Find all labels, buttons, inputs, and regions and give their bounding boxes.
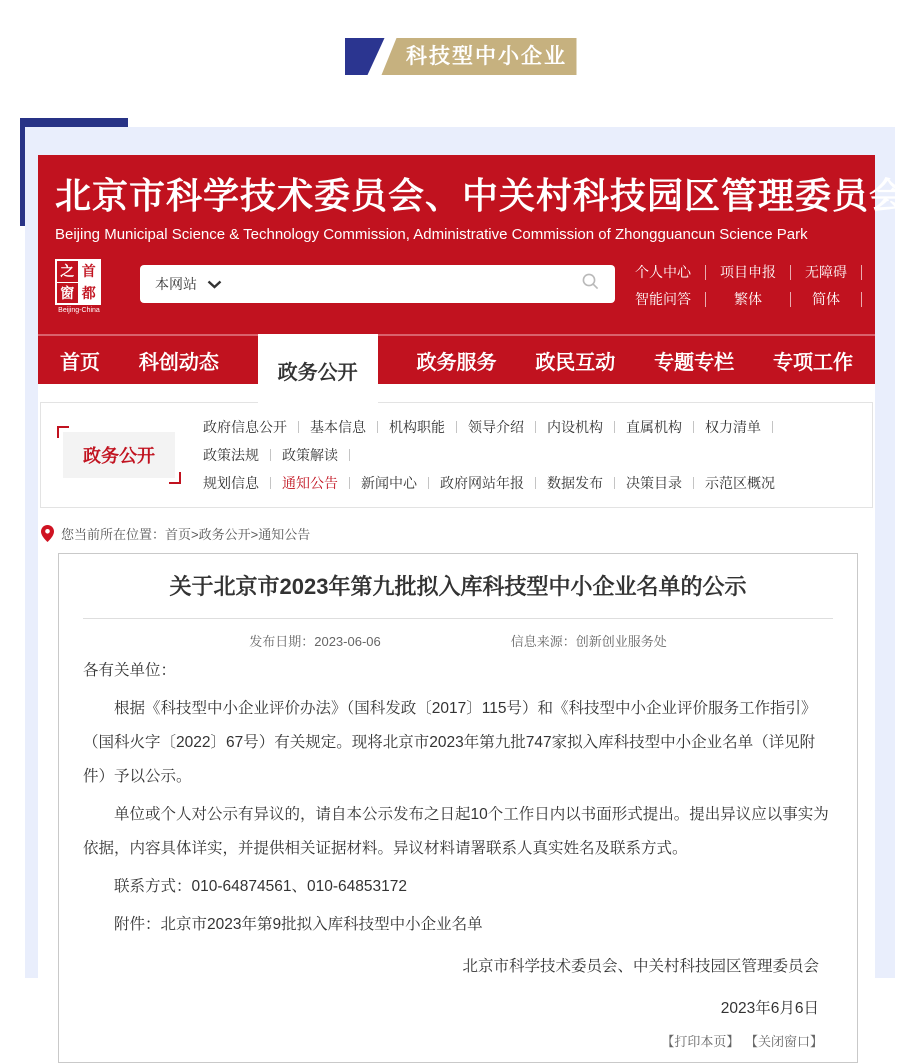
link-project-apply[interactable]: 项目申报: [706, 265, 791, 280]
logo-caption: Beijing-China: [58, 307, 100, 314]
breadcrumb: [41, 524, 875, 543]
subnav-links: [203, 413, 862, 497]
chevron-down-icon: [207, 276, 222, 292]
subnav-link-policy-reading[interactable]: 政策解读: [282, 447, 361, 463]
site-subtitle-english: Beijing Municipal Science & Technology Commission, Administrative Commission of Zhongguancun Science Park: [55, 226, 808, 243]
logo-char-du: 都: [79, 283, 100, 304]
nav-item-public-interaction[interactable]: 政民互动: [535, 351, 616, 374]
search-scope-label: 本网站: [155, 276, 197, 292]
link-accessibility[interactable]: 无障碍: [791, 265, 862, 280]
logo-char-shou: 首: [79, 261, 100, 282]
subnav-link-policies[interactable]: 政策法规: [203, 447, 282, 463]
badge-accent-shape: [345, 38, 385, 75]
search-scope-dropdown[interactable]: [155, 274, 222, 294]
location-pin-icon: [41, 525, 54, 542]
contact-info: 联系方式：010-64874561、010-64853172: [114, 878, 407, 895]
subnav-link-data-release[interactable]: 数据发布: [547, 475, 626, 491]
subnav-link-org-functions[interactable]: 机构职能: [389, 419, 468, 435]
salutation: 各有关单位：: [83, 662, 177, 679]
info-source: [511, 631, 667, 650]
nav-item-gov-disclosure[interactable]: 政务公开: [258, 334, 378, 406]
article-title: 关于北京市2023年第九批拟入库科技型中小企业名单的公示: [169, 574, 747, 599]
attachment-link[interactable]: 附件：北京市2023年第9批拟入库科技型中小企业名单: [114, 916, 483, 933]
nav-item-gov-services[interactable]: 政务服务: [416, 351, 497, 374]
nav-item-scitech-news[interactable]: 科创动态: [138, 351, 219, 374]
subnav-link-internal-orgs[interactable]: 内设机构: [547, 419, 626, 435]
masthead-toolbar: [55, 259, 862, 314]
subnav-section-label[interactable]: [63, 432, 175, 478]
print-page-button[interactable]: 【打印本页】: [661, 1034, 740, 1049]
subnav-row-2: [203, 469, 862, 497]
nav-item-special-work[interactable]: 专项工作: [772, 351, 853, 374]
capital-window-logo[interactable]: [55, 259, 103, 314]
page-tag-banner: [0, 38, 921, 75]
subnav-link-basic-info[interactable]: 基本信息: [310, 419, 389, 435]
breadcrumb-prefix: 您当前所在位置：: [61, 527, 166, 542]
logo-char-chuang: 窗: [57, 283, 78, 304]
info-source-value: 创新创业服务处: [575, 634, 667, 649]
info-source-label: 信息来源：: [510, 634, 576, 649]
corner-bracket-bottom-right: [169, 472, 181, 484]
link-smart-qa[interactable]: 智能问答: [621, 292, 706, 307]
search-input[interactable]: [140, 265, 615, 303]
publish-date: [249, 631, 381, 650]
site-title: 北京市科学技术委员会、中关村科技园区管理委员会: [55, 175, 907, 216]
header-quick-links: [621, 265, 862, 307]
link-personal-center[interactable]: 个人中心: [621, 265, 706, 280]
corner-decoration-horizontal: [20, 118, 128, 127]
website-capture: [38, 155, 907, 1049]
signature-date: 2023年6月6日: [720, 1000, 819, 1017]
subnav-link-annual-report[interactable]: 政府网站年报: [440, 475, 547, 491]
corner-bracket-top-left: [57, 426, 69, 438]
link-traditional-chinese[interactable]: 繁体: [706, 292, 791, 307]
article-actions: [83, 1032, 833, 1052]
site-masthead: [38, 155, 907, 334]
subnav-link-zone-overview[interactable]: 示范区概况: [705, 475, 775, 491]
publish-date-label: 发布日期：: [249, 634, 315, 649]
subnav-link-decision-catalog[interactable]: 决策目录: [626, 475, 705, 491]
breadcrumb-path[interactable]: 首页>政务公开>通知公告: [165, 527, 311, 542]
article-meta: [83, 631, 833, 650]
nav-item-special-columns[interactable]: 专题专栏: [654, 351, 735, 374]
logo-char-zhi: 之: [57, 261, 78, 282]
subnav-link-planning[interactable]: 规划信息: [203, 475, 282, 491]
article-body: [83, 654, 833, 942]
subnav-link-leaders[interactable]: 领导介绍: [468, 419, 547, 435]
paragraph-objection: 单位或个人对公示有异议的，请自本公示发布之日起10个工作日内以书面形式提出。提出异议应以事实为依据，内容具体详实，并提供相关证据材料。异议材料请署联系人真实姓名及联系方式。: [83, 806, 829, 857]
subnav-row-1: [203, 413, 862, 469]
subnav-link-affiliates[interactable]: 直属机构: [626, 419, 705, 435]
screenshot-card: [25, 127, 907, 1049]
subnav-link-news-center[interactable]: 新闻中心: [361, 475, 440, 491]
title-divider: [83, 618, 833, 619]
logo-grid: [55, 259, 101, 305]
signature-org: 北京市科学技术委员会、中关村科技园区管理委员会: [462, 958, 819, 975]
link-simplified-chinese[interactable]: 简体: [791, 292, 862, 307]
search-icon[interactable]: [581, 272, 600, 296]
article-panel: [58, 553, 858, 1063]
publish-date-value: 2023-06-06: [314, 634, 381, 649]
nav-item-home[interactable]: 首页: [60, 351, 100, 374]
close-window-button[interactable]: 【关闭窗口】: [744, 1034, 823, 1049]
subnav-link-gov-info[interactable]: 政府信息公开: [203, 419, 310, 435]
paragraph-basis: 根据《科技型中小企业评价办法》（国科发政〔2017〕115号）和《科技型中小企业评价服务工作指引》（国科火字〔2022〕67号）有关规定。现将北京市2023年第九批747家拟入库科技型中小企业名单（详见附件）予以公示。: [83, 700, 817, 785]
tech-sme-badge: [345, 38, 577, 75]
main-navigation: [38, 334, 875, 384]
badge-label: 科技型中小企业: [406, 45, 567, 68]
subnav-link-power-list[interactable]: 权力清单: [705, 419, 784, 435]
subnav-panel: [40, 402, 873, 508]
subnav-link-notices[interactable]: 通知公告: [282, 475, 361, 491]
subnav-section-text: 政务公开: [83, 446, 155, 466]
